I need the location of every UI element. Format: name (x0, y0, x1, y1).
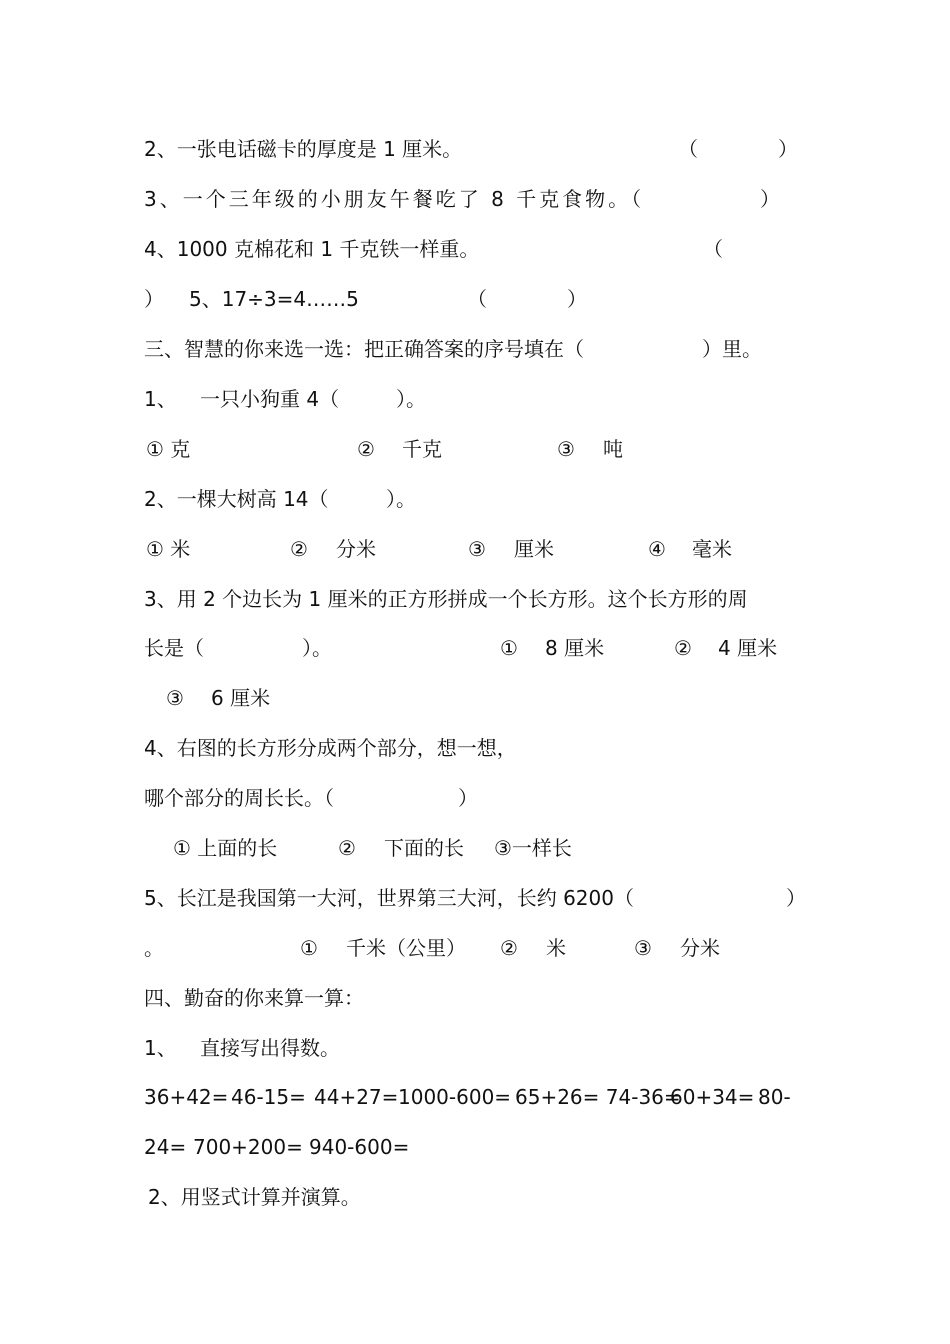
option-2-marker: ② (338, 836, 356, 860)
judge-item-4-text: 4、1000 克棉花和 1 千克铁一样重。 (144, 237, 480, 261)
section-3-heading-end: ）里。 (702, 337, 762, 361)
answer-bracket-close: ） (778, 137, 798, 161)
calc-item: 60+34= (670, 1085, 755, 1109)
option-1-marker: ① (300, 936, 318, 960)
option-3-label: 厘米 (514, 537, 554, 561)
answer-bracket-close: ） (760, 187, 780, 211)
section-4-heading: 四、勤奋的你来算一算： (144, 986, 364, 1010)
answer-bracket-close: ） (786, 886, 806, 910)
option-3-marker: ③ (468, 537, 486, 561)
choice-question-2-text: 2、一棵大树高 14（ (144, 487, 329, 511)
option-3-marker: ③ (557, 437, 575, 461)
answer-bracket-open: （ (467, 287, 487, 311)
option-3-label: 分米 (680, 936, 720, 960)
option-3-marker: ③ (166, 686, 184, 710)
option-1-marker: ① (500, 636, 518, 660)
choice-question-2-end: ）。 (386, 487, 416, 511)
option-2-marker: ② (500, 936, 518, 960)
section-3-heading: 三、智慧的你来选一选：把正确答案的序号填在（ (144, 337, 584, 361)
answer-bracket-close: ） (458, 786, 478, 810)
judge-item-3-text: 3、一个三年级的小朋友午餐吃了 8 千克食物。（ (144, 187, 645, 211)
option-3-marker: ③ (634, 936, 652, 960)
option-2-label: 下面的长 (384, 836, 464, 860)
option-1-label: 千米（公里） (346, 936, 466, 960)
calc-item: 65+26= 74-36= (515, 1085, 681, 1109)
option-2-label: 分米 (336, 537, 376, 561)
answer-bracket-close: ） (567, 287, 587, 311)
answer-bracket-open: （ (678, 137, 698, 161)
option-1-label: 8 厘米 (545, 636, 605, 660)
calc-item: 44+27= (314, 1085, 399, 1109)
option-2-marker: ② (290, 537, 308, 561)
choice-question-5-text: 5、长江是我国第一大河，世界第三大河，长约 6200（ (144, 886, 634, 910)
option-4-label: 毫米 (692, 537, 732, 561)
option-3-label: 吨 (603, 437, 623, 461)
calc-item: 80- (758, 1085, 791, 1109)
option-2-marker: ② (357, 437, 375, 461)
calc-item: 46-15= (231, 1085, 306, 1109)
choice-question-5-end: 。 (144, 936, 164, 960)
option-2-marker: ② (674, 636, 692, 660)
choice-question-4-text: 4、右图的长方形分成两个部分，想一想， (144, 736, 517, 760)
calc-item: 700+200= (193, 1135, 303, 1159)
option-2-label: 4 厘米 (718, 636, 778, 660)
option-3: ③一样长 (494, 836, 572, 860)
choice-question-4-continued: 哪个部分的周长长。（ (144, 786, 334, 810)
calc-item: 1000-600= (398, 1085, 512, 1109)
answer-bracket-open: （ (703, 237, 723, 261)
judge-item-5-text: 5、17÷3=4……5 (189, 287, 359, 311)
choice-question-1-end: ）。 (396, 387, 426, 411)
choice-question-3-text: 3、用 2 个边长为 1 厘米的正方形拼成一个长方形。这个长方形的周 (144, 587, 748, 611)
question-number: 1、 (144, 387, 177, 411)
choice-question-3-continued: 长是（ (144, 636, 204, 660)
option-3-label: 6 厘米 (211, 686, 271, 710)
option-4-marker: ④ (648, 537, 666, 561)
calc-question-1-text: 直接写出得数。 (200, 1036, 340, 1060)
option-2-label: 千克 (402, 437, 442, 461)
option-1: ① 克 (146, 437, 191, 461)
option-2-label: 米 (546, 936, 566, 960)
choice-question-3-end: ）。 (302, 636, 332, 660)
choice-question-1-text: 一只小狗重 4（ (200, 387, 340, 411)
question-number: 1、 (144, 1036, 177, 1060)
judge-item-2-text: 2、一张电话磁卡的厚度是 1 厘米。 (144, 137, 463, 161)
calc-item: 940-600= (309, 1135, 410, 1159)
calc-question-2-text: 2、用竖式计算并演算。 (148, 1185, 361, 1209)
option-1: ① 上面的长 (173, 836, 278, 860)
calc-item: 24= (144, 1135, 187, 1159)
calc-item: 36+42= (144, 1085, 229, 1109)
answer-bracket-close: ） (144, 287, 164, 311)
option-1: ① 米 (146, 537, 191, 561)
